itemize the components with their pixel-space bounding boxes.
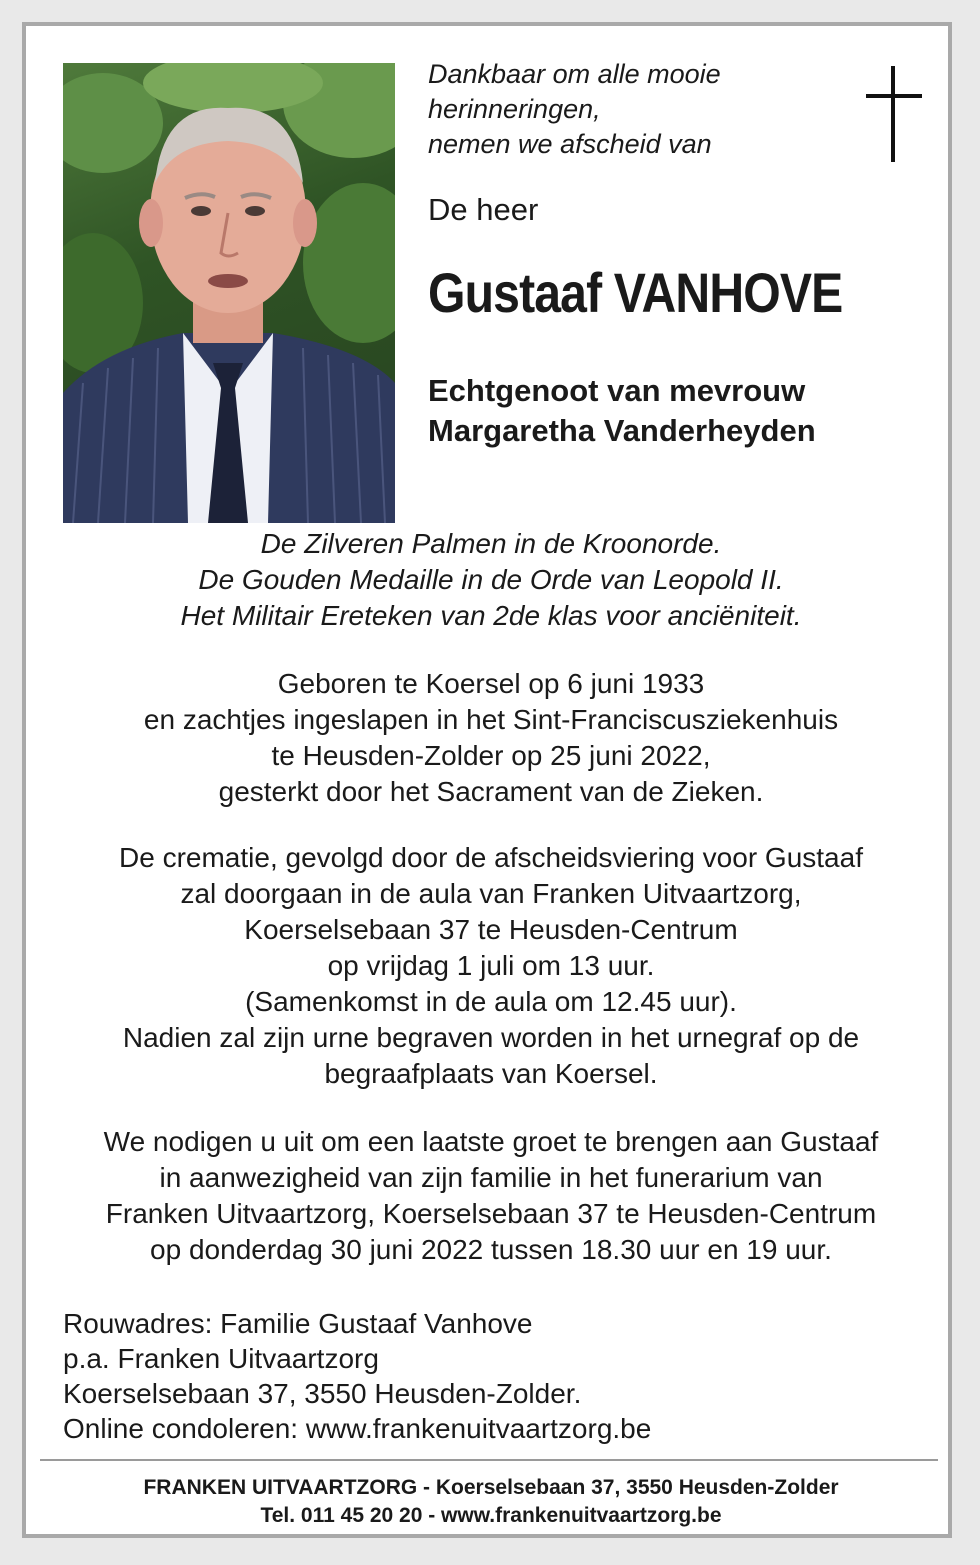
birth-line: gesterkt door het Sacrament van de Zieken.	[218, 776, 764, 807]
intro-text	[428, 57, 721, 162]
honor-line: De Gouden Medaille in de Orde van Leopold II.	[198, 564, 784, 595]
honorific: De heer	[428, 192, 539, 227]
deceased-name: Gustaaf VANHOVE	[428, 261, 843, 324]
visit-line: op donderdag 30 juni 2022 tussen 18.30 uur en 19 uur.	[150, 1234, 832, 1265]
address-line: Koerselsebaan 37, 3550 Heusden-Zolder.	[63, 1378, 582, 1409]
spouse-line: Echtgenoot van mevrouw	[428, 373, 806, 408]
ceremony-line: begraafplaats van Koersel.	[324, 1058, 658, 1089]
ceremony-line: op vrijdag 1 juli om 13 uur.	[327, 950, 655, 981]
ceremony-section	[26, 840, 956, 1092]
obituary-card	[22, 22, 952, 1538]
honor-line: Het Militair Ereteken van 2de klas voor anciëniteit.	[180, 600, 802, 631]
cross-icon	[866, 66, 922, 162]
spouse-line: Margaretha Vanderheyden	[428, 413, 816, 448]
portrait-illustration	[63, 63, 395, 523]
intro-line: nemen we afscheid van	[428, 129, 712, 159]
visitation-section	[26, 1124, 956, 1268]
honor-line: De Zilveren Palmen in de Kroonorde.	[260, 528, 722, 559]
birth-line: Geboren te Koersel op 6 juni 1933	[277, 668, 705, 699]
mourning-address	[63, 1306, 651, 1446]
funeral-home-footer	[26, 1474, 956, 1530]
condolence-link[interactable]: Online condoleren: www.frankenuitvaartzorg.be	[63, 1413, 652, 1444]
ceremony-line: zal doorgaan in de aula van Franken Uitvaartzorg,	[180, 878, 802, 909]
birth-line: te Heusden-Zolder op 25 juni 2022,	[271, 740, 711, 771]
intro-line: Dankbaar om alle mooie	[428, 59, 721, 89]
ceremony-line: Nadien zal zijn urne begraven worden in het urnegraf op de	[122, 1022, 860, 1053]
ceremony-line: Koerselsebaan 37 te Heusden-Centrum	[244, 914, 738, 945]
portrait-photo	[63, 63, 395, 523]
address-line: p.a. Franken Uitvaartzorg	[63, 1343, 379, 1374]
visit-line: We nodigen u uit om een laatste groet te brengen aan Gustaaf	[103, 1126, 879, 1157]
birth-death-section	[26, 666, 956, 810]
footer-line: FRANKEN UITVAARTZORG - Koerselsebaan 37, 3550 Heusden-Zolder	[143, 1476, 839, 1499]
birth-line: en zachtjes ingeslapen in het Sint-Franciscusziekenhuis	[143, 704, 839, 735]
ceremony-line: De crematie, gevolgd door de afscheidsviering voor Gustaaf	[119, 842, 863, 873]
ceremony-line: (Samenkomst in de aula om 12.45 uur).	[245, 986, 737, 1017]
visit-line: in aanwezigheid van zijn familie in het funerarium van	[159, 1162, 823, 1193]
spouse-text	[428, 371, 816, 451]
address-line: Rouwadres: Familie Gustaaf Vanhove	[63, 1308, 533, 1339]
intro-line: herinneringen,	[428, 94, 601, 124]
visit-line: Franken Uitvaartzorg, Koerselsebaan 37 te Heusden-Centrum	[105, 1198, 877, 1229]
footer-divider	[40, 1459, 938, 1461]
footer-line: Tel. 011 45 20 20 - www.frankenuitvaartzorg.be	[260, 1504, 722, 1527]
honors-section	[26, 526, 956, 634]
